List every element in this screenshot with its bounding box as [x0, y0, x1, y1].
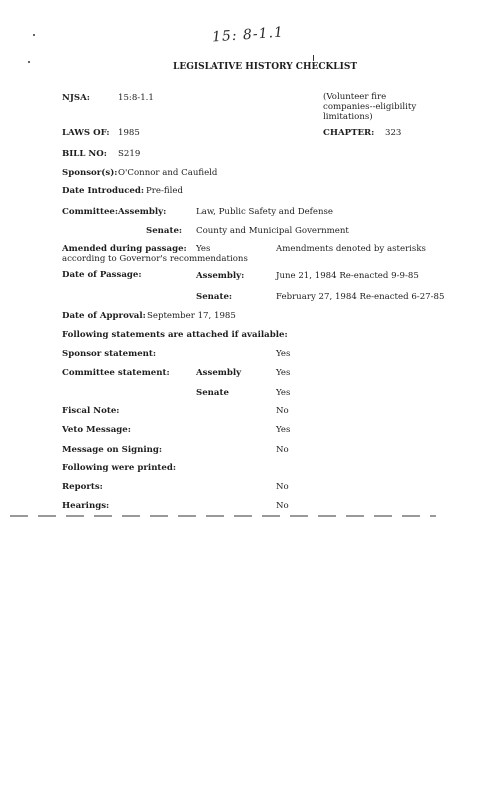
njsa-label: NJSA:: [62, 93, 90, 103]
fiscal-note-value: No: [276, 406, 289, 416]
scan-mark: [313, 55, 314, 61]
amended-note: Amendments denoted by asterisks: [276, 244, 426, 254]
njsa-value: 15:8-1.1: [118, 93, 154, 103]
veto-message-value: Yes: [276, 425, 291, 435]
committee-senate-label: Senate:: [146, 226, 183, 236]
printed-heading: Following were printed:: [62, 463, 177, 473]
date-introduced-value: Pre-filed: [146, 186, 183, 196]
chapter-value: 323: [385, 128, 402, 138]
scan-mark: [28, 61, 30, 63]
passage-senate-label: Senate:: [196, 292, 233, 302]
message-on-signing-label: Message on Signing:: [62, 445, 163, 455]
date-of-approval-value: September 17, 1985: [147, 311, 236, 321]
date-of-approval-label: Date of Approval:: [62, 311, 146, 321]
fiscal-note-label: Fiscal Note:: [62, 406, 120, 416]
date-of-passage-label: Date of Passage:: [62, 270, 142, 280]
page-title: LEGISLATIVE HISTORY CHECKLIST: [173, 62, 358, 72]
amended-note-continued: according to Governor's recommendations: [62, 254, 248, 264]
hearings-label: Hearings:: [62, 501, 110, 511]
passage-senate-value: February 27, 1984 Re-enacted 6-27-85: [276, 292, 445, 302]
statements-heading: Following statements are attached if available:: [62, 330, 288, 340]
laws-of-label: LAWS OF:: [62, 128, 110, 138]
sponsor-statement-label: Sponsor statement:: [62, 349, 157, 359]
bill-no-value: S219: [118, 149, 141, 159]
passage-assembly-value: June 21, 1984 Re-enacted 9-9-85: [276, 271, 419, 281]
reports-value: No: [276, 482, 289, 492]
date-introduced-label: Date Introduced:: [62, 186, 145, 196]
committee-label: Committee:: [62, 207, 119, 217]
committee-statement-assembly-label: Assembly: [196, 368, 242, 378]
message-on-signing-value: No: [276, 445, 289, 455]
hearings-value: No: [276, 501, 289, 511]
scan-mark: [33, 34, 35, 36]
dashed-separator: [10, 514, 436, 524]
amended-value: Yes: [196, 244, 211, 254]
committee-senate-value: County and Municipal Government: [196, 226, 349, 236]
committee-statement-senate-value: Yes: [276, 388, 291, 398]
sponsor-statement-value: Yes: [276, 349, 291, 359]
passage-assembly-label: Assembly:: [196, 271, 245, 281]
committee-statement-senate-label: Senate: [196, 388, 229, 398]
chapter-label: CHAPTER:: [323, 128, 375, 138]
committee-assembly-value: Law, Public Safety and Defense: [196, 207, 333, 217]
committee-statement-label: Committee statement:: [62, 368, 170, 378]
laws-of-value: 1985: [118, 128, 140, 138]
amended-label: Amended during passage:: [62, 244, 187, 254]
njsa-note: (Volunteer fire companies--eligibility limitations): [323, 92, 417, 122]
bill-no-label: BILL NO:: [62, 149, 107, 159]
committee-statement-assembly-value: Yes: [276, 368, 291, 378]
committee-assembly-label: Assembly:: [118, 207, 167, 217]
reports-label: Reports:: [62, 482, 103, 492]
veto-message-label: Veto Message:: [62, 425, 131, 435]
handwritten-code: 15: 8-1.1: [211, 24, 285, 46]
sponsors-label: Sponsor(s):: [62, 168, 118, 178]
sponsors-value: O'Connor and Caufield: [118, 168, 218, 178]
